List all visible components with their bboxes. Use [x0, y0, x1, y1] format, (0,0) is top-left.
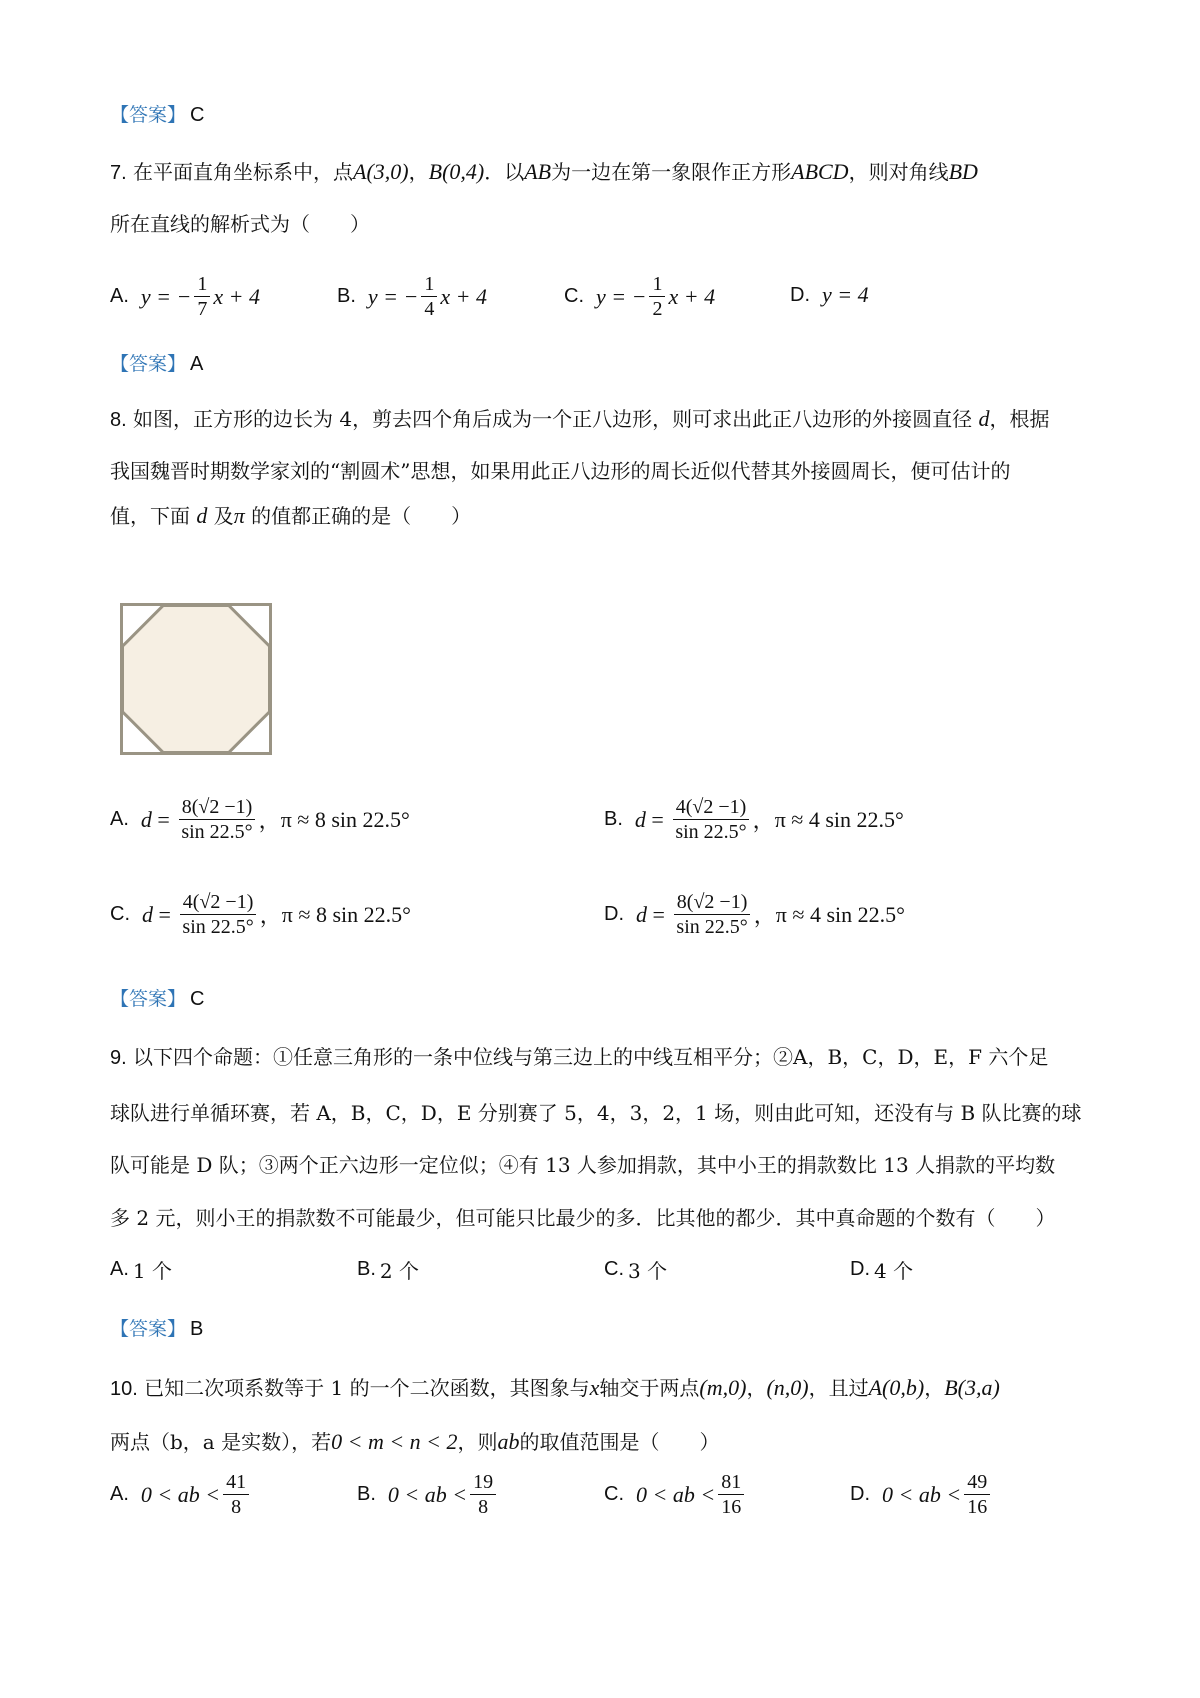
var-ab: ab — [497, 1429, 520, 1454]
option-label: C. — [564, 285, 584, 307]
pi-approx: π ≈ 4 sin 22.5° — [774, 806, 904, 832]
numerator — [179, 795, 256, 820]
segment-bd: BD — [948, 159, 978, 184]
option-expr-post: x + 4 — [440, 283, 487, 309]
numerator: 1 — [194, 272, 210, 297]
question-10-line2 — [110, 1428, 720, 1456]
q8-option-a[interactable] — [110, 795, 410, 844]
comma: ， — [753, 903, 776, 928]
q8-option-b[interactable] — [604, 795, 904, 844]
question-8-line3 — [110, 502, 471, 530]
comma: ， — [259, 903, 282, 928]
denominator: sin 22.5° — [181, 821, 253, 843]
option-label: D. — [604, 903, 624, 925]
denominator: sin 22.5° — [182, 916, 254, 938]
question-8-line2: 我国魏晋时期数学家刘的“割圆术”思想，如果用此正八边形的周长近似代替其外接圆周长，便可估计的 — [110, 459, 1011, 483]
fraction — [179, 890, 256, 939]
coefficient: 8 — [181, 796, 192, 818]
question-text: 的值都正确的是（ ） — [251, 504, 472, 528]
denominator: sin 22.5° — [675, 821, 747, 843]
q8-option-d[interactable] — [604, 890, 905, 939]
question-text: 已知二次项系数等于 1 的一个二次函数，其图象与 — [144, 1376, 590, 1400]
answer-tag: 【答案】 — [110, 1318, 187, 1340]
option-expr-pre: y = − — [140, 283, 192, 309]
answer-q9 — [110, 1314, 203, 1343]
fraction — [672, 795, 749, 844]
denominator: 4 — [424, 298, 435, 320]
octagon-shape — [122, 605, 270, 753]
point-a: A(0,b) — [868, 1375, 925, 1400]
q7-option-c[interactable] — [564, 272, 715, 321]
comma: ， — [752, 808, 775, 833]
numerator: 49 — [964, 1470, 990, 1495]
answer-tag: 【答案】 — [110, 353, 187, 375]
coefficient: 8 — [676, 891, 687, 913]
pi-approx: π ≈ 8 sin 22.5° — [281, 901, 411, 927]
fraction — [964, 1470, 990, 1519]
q7-option-a[interactable] — [110, 272, 260, 321]
q9-option-c[interactable] — [604, 1255, 667, 1284]
octagon-figure — [120, 603, 272, 755]
option-text: 4 个 — [874, 1259, 914, 1283]
q7-option-b[interactable] — [337, 272, 487, 321]
question-text: 为一边在第一象限作正方形 — [551, 160, 792, 184]
q7-option-d[interactable] — [790, 282, 869, 308]
pi-approx: π ≈ 4 sin 22.5° — [775, 901, 905, 927]
fraction — [194, 272, 210, 321]
option-label: C. — [604, 1258, 624, 1280]
q8-option-c[interactable] — [110, 890, 411, 939]
question-text: ，根据 — [989, 407, 1050, 431]
question-number: 8. — [110, 409, 127, 431]
option-label: B. — [337, 285, 356, 307]
option-text: 1 个 — [132, 1259, 172, 1283]
option-label: A. — [110, 1483, 129, 1505]
var-x: x — [589, 1375, 600, 1400]
question-text: 及 — [213, 504, 234, 528]
answer-value: A — [190, 353, 204, 375]
separator: ， — [408, 160, 429, 184]
point-b: B(3,a) — [944, 1375, 1000, 1400]
numerator: 41 — [223, 1470, 249, 1495]
option-text: 3 个 — [628, 1259, 668, 1283]
fraction — [673, 890, 750, 939]
denominator: 16 — [967, 1496, 988, 1518]
numerator — [180, 890, 257, 915]
question-text: ，则 — [457, 1430, 498, 1454]
numerator — [673, 795, 750, 820]
question-text: ，则对角线 — [848, 160, 949, 184]
question-number: 9. — [110, 1047, 127, 1069]
numerator: 19 — [470, 1470, 496, 1495]
q10-option-d[interactable] — [850, 1470, 993, 1519]
pi-approx: π ≈ 8 sin 22.5° — [280, 806, 410, 832]
question-7-line2: 所在直线的解析式为（ ） — [110, 212, 370, 236]
condition: 0 < m < n < 2 — [331, 1429, 458, 1454]
option-label: A. — [110, 285, 129, 307]
point-m: (m,0) — [699, 1375, 747, 1400]
question-text: ．以 — [484, 160, 525, 184]
question-number: 7. — [110, 162, 127, 184]
option-expr-pre: 0 < ab < — [636, 1481, 716, 1507]
fraction — [421, 272, 437, 321]
option-label: A. — [110, 808, 129, 830]
denominator: 8 — [478, 1496, 489, 1518]
option-expr-post: x + 4 — [668, 283, 716, 309]
fraction — [178, 795, 255, 844]
coefficient: 4 — [182, 891, 193, 913]
q9-option-b[interactable] — [357, 1255, 419, 1284]
var-d: d — [636, 901, 647, 927]
answer-value: B — [190, 1318, 204, 1340]
var-d: d — [140, 806, 152, 832]
question-9-line2: 球队进行单循环赛，若 A，B，C，D，E 分别赛了 5，4，3，2，1 场，则由此可知，还没有与 B 队比赛的球 — [110, 1101, 1082, 1125]
q10-option-c[interactable] — [604, 1470, 747, 1519]
denominator: 16 — [721, 1496, 742, 1518]
point-b: B(0,4) — [428, 159, 485, 184]
fraction — [470, 1470, 496, 1519]
option-label: B. — [357, 1258, 376, 1280]
comma: ， — [258, 808, 281, 833]
option-label: A. — [110, 1258, 129, 1280]
question-text: 值，下面 — [110, 504, 190, 528]
comma: ， — [746, 1376, 767, 1400]
radical-term: (√2 −1) — [192, 891, 254, 913]
var-pi: π — [233, 503, 245, 528]
var-d: d — [978, 406, 990, 431]
option-expr: y = 4 — [822, 282, 869, 307]
equals-sign: = — [151, 806, 176, 832]
square-abcd: ABCD — [791, 159, 849, 184]
option-label: B. — [604, 808, 623, 830]
fraction — [223, 1470, 249, 1519]
radical-term: (√2 −1) — [686, 891, 748, 913]
question-text: ，且过 — [808, 1376, 869, 1400]
numerator — [674, 890, 751, 915]
fraction — [649, 272, 665, 321]
option-label: D. — [850, 1483, 870, 1505]
var-d: d — [196, 503, 208, 528]
answer-q8 — [110, 984, 204, 1013]
question-8-line1 — [110, 405, 1050, 434]
numerator: 1 — [649, 272, 665, 297]
question-7-line1 — [110, 158, 978, 187]
question-9-line1 — [110, 1043, 1048, 1072]
q9-option-a[interactable] — [110, 1255, 172, 1284]
var-d: d — [142, 901, 153, 927]
option-expr-post: x + 4 — [213, 283, 260, 309]
segment-ab: AB — [524, 159, 552, 184]
option-label: D. — [850, 1258, 870, 1280]
point-n: (n,0) — [766, 1375, 809, 1400]
option-label: B. — [357, 1483, 376, 1505]
denominator: sin 22.5° — [676, 916, 748, 938]
q9-option-d[interactable] — [850, 1255, 913, 1284]
coefficient: 4 — [675, 796, 686, 818]
answer-q6 — [110, 100, 204, 129]
comma: ， — [924, 1376, 945, 1400]
answer-tag: 【答案】 — [110, 104, 187, 126]
question-text: 如图，正方形的边长为 4，剪去四个角后成为一个正八边形，则可求出此正八边形的外接圆直径 — [133, 407, 973, 431]
question-number: 10. — [110, 1378, 138, 1400]
equals-sign: = — [647, 901, 671, 927]
option-text: 2 个 — [379, 1259, 419, 1283]
radical-term: (√2 −1) — [685, 796, 747, 818]
question-text: 以下四个命题：①任意三角形的一条中位线与第三边上的中线互相平分；②A，B，C，D，E，F 六个足 — [133, 1045, 1049, 1069]
option-label: C. — [604, 1483, 624, 1505]
var-d: d — [634, 806, 646, 832]
numerator: 1 — [421, 272, 437, 297]
q10-option-b[interactable] — [357, 1470, 499, 1519]
denominator: 8 — [231, 1496, 242, 1518]
option-label: C. — [110, 903, 130, 925]
denominator: 2 — [652, 298, 663, 320]
fraction — [718, 1470, 744, 1519]
answer-value: C — [190, 988, 205, 1010]
point-a: A(3,0) — [353, 159, 409, 184]
question-9-line3: 队可能是 D 队；③两个正六边形一定位似；④有 13 人参加捐款，其中小王的捐款数比 13 人捐款的平均数 — [110, 1153, 1056, 1177]
equals-sign: = — [153, 901, 177, 927]
denominator: 7 — [197, 298, 208, 320]
numerator: 81 — [718, 1470, 744, 1495]
answer-q7 — [110, 349, 203, 378]
answer-tag: 【答案】 — [110, 988, 187, 1010]
question-text: 在平面直角坐标系中，点 — [133, 160, 354, 184]
equals-sign: = — [645, 806, 670, 832]
option-expr-pre: y = − — [596, 283, 647, 309]
q10-option-a[interactable] — [110, 1470, 252, 1519]
question-text: 两点（b，a 是实数），若 — [110, 1430, 332, 1454]
option-label: D. — [790, 283, 810, 306]
option-expr-pre: 0 < ab < — [140, 1481, 221, 1507]
question-text: 轴交于两点 — [599, 1376, 700, 1400]
question-10-line1 — [110, 1374, 1000, 1403]
option-expr-pre: 0 < ab < — [882, 1481, 962, 1507]
answer-value: C — [190, 104, 205, 126]
option-expr-pre: y = − — [367, 283, 419, 309]
question-9-line4: 多 2 元，则小王的捐款数不可能最少，但可能只比最少的多．比其他的都少．其中真命题的个数有（ ） — [110, 1206, 1056, 1230]
question-text: 的取值范围是（ ） — [519, 1430, 720, 1454]
radical-term: (√2 −1) — [191, 796, 253, 818]
option-expr-pre: 0 < ab < — [387, 1481, 468, 1507]
